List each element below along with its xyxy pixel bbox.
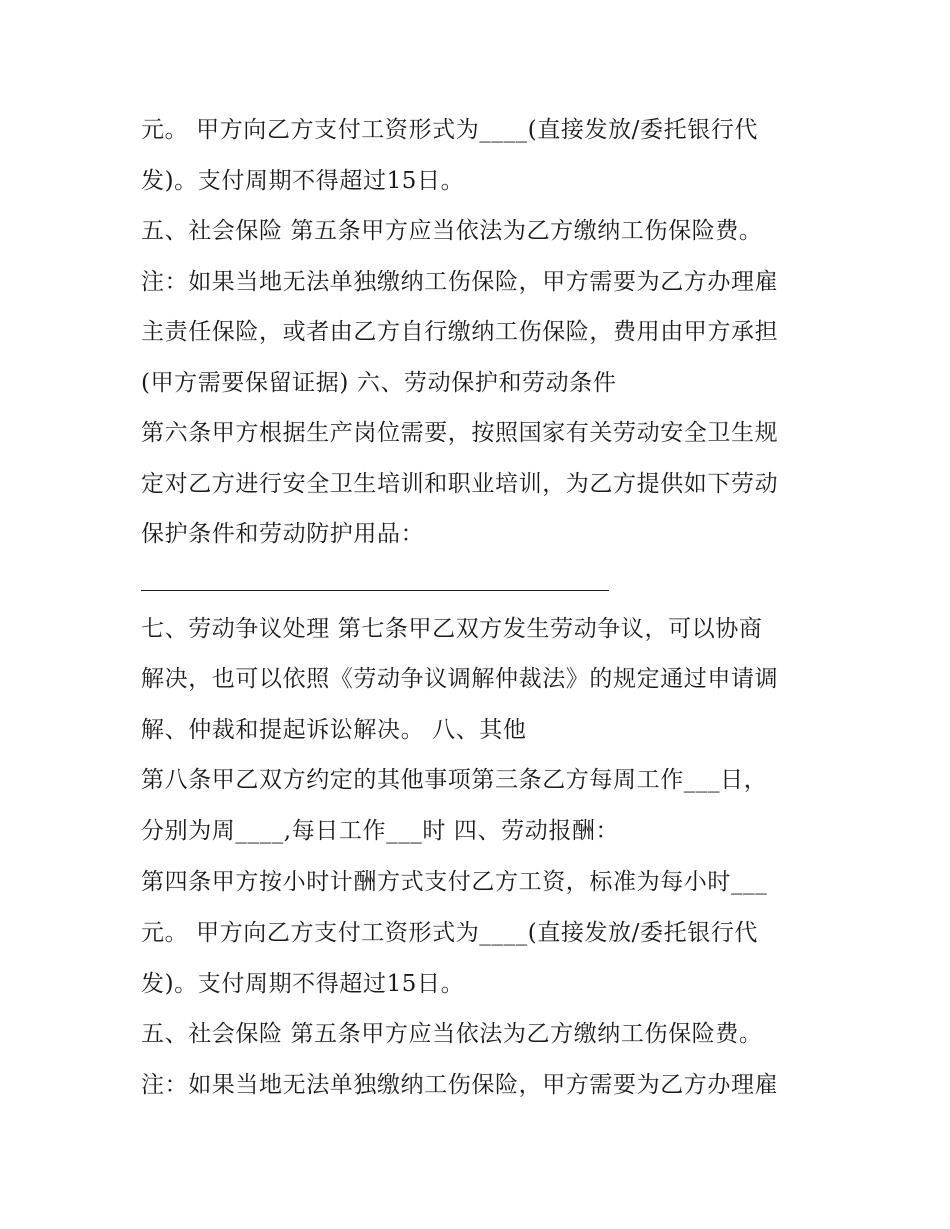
- text-line: 七、劳动争议处理 第七条甲乙双方发生劳动争议，可以协商: [141, 616, 763, 642]
- text-line: 解决，也可以依照《劳动争议调解仲裁法》的规定通过申请调: [141, 666, 779, 692]
- text-line: 第八条甲乙双方约定的其他事项第三条乙方每周工作___日，: [141, 767, 768, 793]
- text-line: (甲方需要保留证据) 六、劳动保护和劳动条件: [141, 370, 617, 396]
- text-line: 发)。支付周期不得超过15日。: [141, 168, 465, 194]
- text-line: 分别为周____,每日工作___时 四、劳动报酬：: [141, 818, 620, 844]
- text-line: 解、仲裁和提起诉讼解决。 八、其他: [141, 717, 527, 743]
- text-line: 主责任保险，或者由乙方自行缴纳工伤保险，费用由甲方承担: [141, 319, 779, 345]
- text-line: 元。 甲方向乙方支付工资形式为____(直接发放/委托银行代: [141, 920, 759, 946]
- text-line: 注：如果当地无法单独缴纳工伤保险，甲方需要为乙方办理雇: [141, 1072, 779, 1098]
- text-line: 发)。支付周期不得超过15日。: [141, 971, 465, 997]
- text-line: 第六条甲方根据生产岗位需要，按照国家有关劳动安全卫生规: [141, 420, 779, 446]
- text-line: 五、社会保险 第五条甲方应当依法为乙方缴纳工伤保险费。: [141, 1021, 763, 1047]
- text-line: 元。 甲方向乙方支付工资形式为____(直接发放/委托银行代: [141, 117, 759, 143]
- text-line: 第四条甲方按小时计酬方式支付乙方工资，标准为每小时___: [141, 869, 768, 895]
- text-line: 定对乙方进行安全卫生培训和职业培训，为乙方提供如下劳动: [141, 471, 779, 497]
- text-line: 五、社会保险 第五条甲方应当依法为乙方缴纳工伤保险费。: [141, 218, 763, 244]
- text-line: 注：如果当地无法单独缴纳工伤保险，甲方需要为乙方办理雇: [141, 269, 779, 295]
- fill-in-blank-line: [141, 590, 609, 591]
- text-line: 保护条件和劳动防护用品：: [141, 521, 425, 547]
